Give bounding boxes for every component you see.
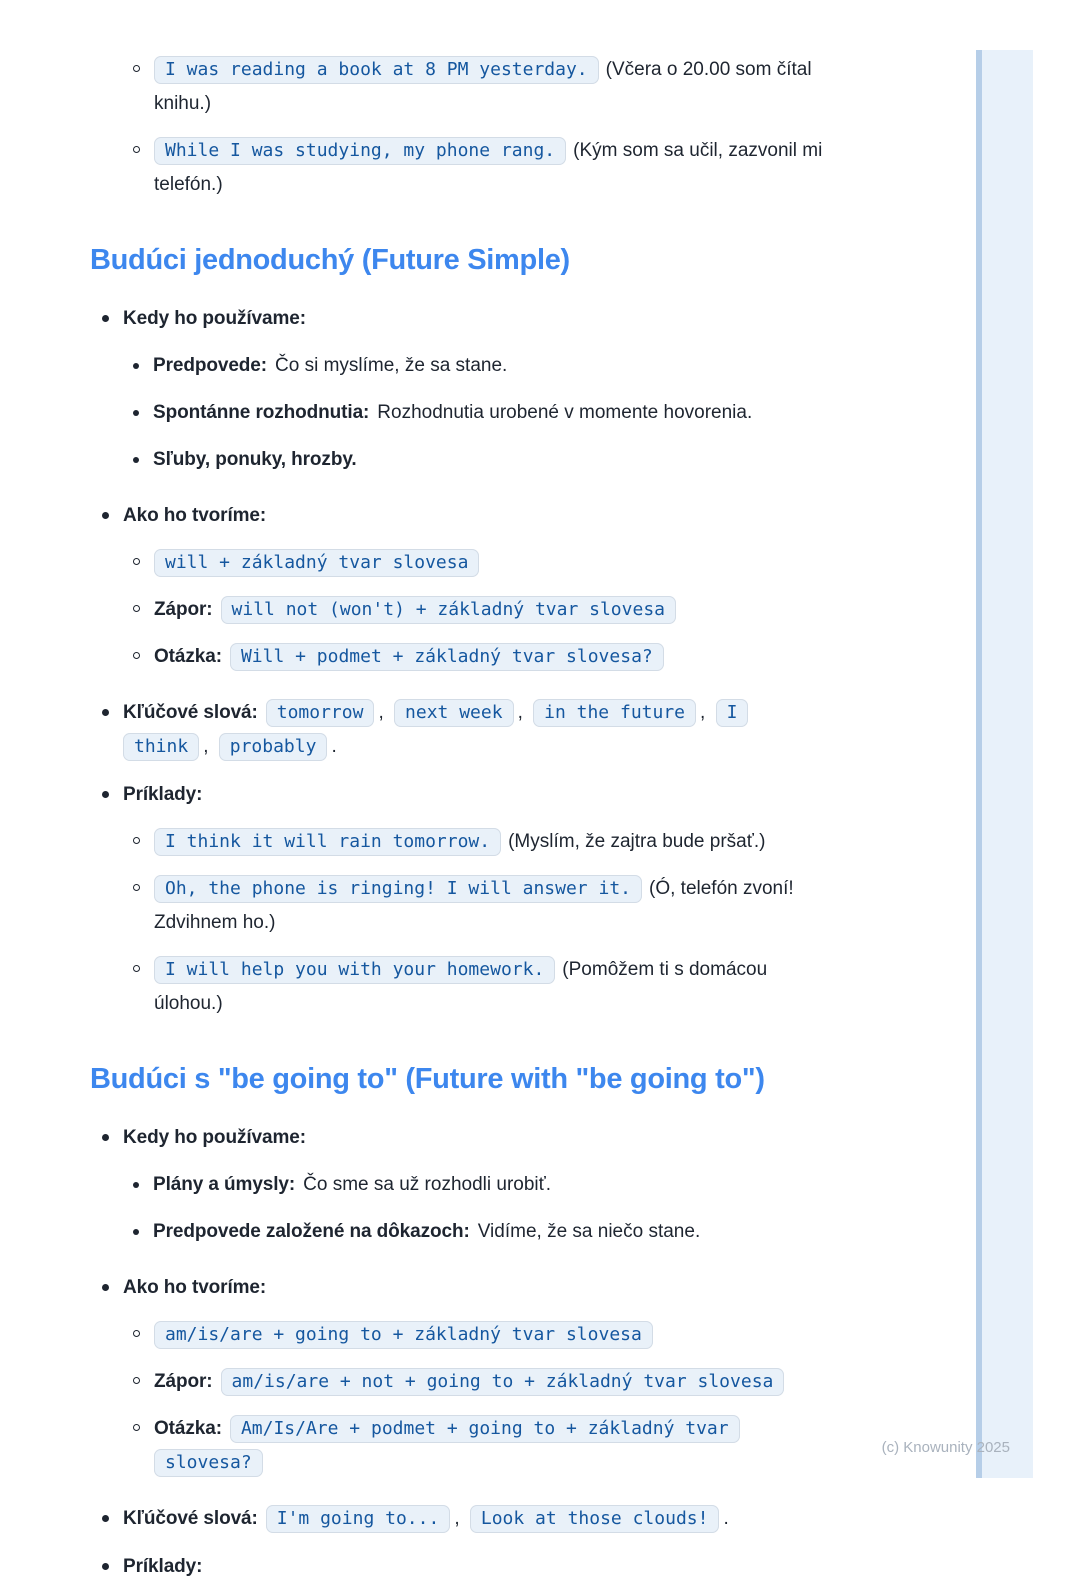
usage-label: Kedy ho používame: xyxy=(123,1127,306,1148)
list-item-example xyxy=(133,53,1080,121)
separator: , xyxy=(454,1508,460,1529)
list-item-formula xyxy=(133,640,1080,674)
translation-text: (Pomôžem ti s domácou úlohou.) xyxy=(154,959,768,1014)
list-item-example xyxy=(133,134,1080,202)
code-chip: probably xyxy=(219,733,328,761)
item-label: Otázka: xyxy=(154,1418,222,1439)
code-chip: I think it will rain tomorrow. xyxy=(154,828,501,856)
item-label: Spontánne rozhodnutia: xyxy=(153,402,370,423)
bullet-icon xyxy=(102,1563,109,1570)
list-item-formula xyxy=(133,546,1080,580)
item-label: Otázka: xyxy=(154,646,222,667)
list-item-usage-header xyxy=(102,1121,1080,1155)
examples-label: Príklady: xyxy=(123,784,203,805)
separator: , xyxy=(517,702,523,723)
list-item-example xyxy=(133,872,1080,940)
code-chip: am/is/are + going to + základný tvar slovesa xyxy=(154,1321,653,1349)
list-item-example xyxy=(133,953,1080,1021)
separator: , xyxy=(203,736,209,757)
bullet-icon xyxy=(102,512,109,519)
code-chip: I think xyxy=(123,699,748,761)
list-item-examples-header xyxy=(102,1550,1080,1584)
list-item xyxy=(133,349,1080,383)
section-title-future-simple: Budúci jednoduchý (Future Simple) xyxy=(90,244,570,276)
examples-label: Príklady: xyxy=(123,1556,203,1577)
code-chip: I was reading a book at 8 PM yesterday. xyxy=(154,56,599,84)
separator: . xyxy=(331,736,337,757)
code-chip: Oh, the phone is ringing! I will answer it. xyxy=(154,875,642,903)
circle-bullet-icon xyxy=(133,652,140,659)
bullet-icon xyxy=(102,791,109,798)
translation-text: (Kým som sa učil, zazvonil mi telefón.) xyxy=(154,140,823,195)
bullet-icon xyxy=(133,410,139,416)
translation-text: (Myslím, že zajtra bude pršať.) xyxy=(508,831,766,852)
code-chip: I will help you with your homework. xyxy=(154,956,555,984)
circle-bullet-icon xyxy=(133,146,140,153)
item-label: Predpovede založené na dôkazoch: xyxy=(153,1221,470,1242)
item-text: Vidíme, že sa niečo stane. xyxy=(477,1221,701,1242)
circle-bullet-icon xyxy=(133,65,140,72)
circle-bullet-icon xyxy=(133,1377,140,1384)
list-item xyxy=(133,396,1080,430)
code-chip: next week xyxy=(394,699,514,727)
code-chip: Am/Is/Are + podmet + going to + základný tvar slovesa? xyxy=(154,1415,740,1477)
item-label: Zápor: xyxy=(154,1371,213,1392)
list-item-form-header xyxy=(102,1271,1080,1305)
item-label: Plány a úmysly: xyxy=(153,1174,296,1195)
circle-bullet-icon xyxy=(133,884,140,891)
list-item-formula xyxy=(133,1318,1080,1352)
translation-text: (Včera o 20.00 som čítal knihu.) xyxy=(154,59,812,114)
bullet-icon xyxy=(102,709,109,716)
item-text: Rozhodnutia urobené v momente hovorenia. xyxy=(377,402,753,423)
list-item-examples-header xyxy=(102,778,1080,812)
list-item xyxy=(133,1168,1080,1202)
form-label: Ako ho tvoríme: xyxy=(123,1277,267,1298)
circle-bullet-icon xyxy=(133,1424,140,1431)
list-item xyxy=(133,443,1080,477)
circle-bullet-icon xyxy=(133,605,140,612)
item-label: Zápor: xyxy=(154,599,213,620)
circle-bullet-icon xyxy=(133,1330,140,1337)
circle-bullet-icon xyxy=(133,837,140,844)
list-item-usage-header xyxy=(102,302,1080,336)
code-chip: will not (won't) + základný tvar slovesa xyxy=(221,596,676,624)
bullet-icon xyxy=(102,1284,109,1291)
bullet-icon xyxy=(102,315,109,322)
list-item-keywords xyxy=(102,696,1080,764)
list-item-formula xyxy=(133,1365,1080,1399)
bullet-icon xyxy=(133,457,139,463)
list-item-keywords xyxy=(102,1502,1080,1536)
code-chip: Will + podmet + základný tvar slovesa? xyxy=(230,643,664,671)
separator: , xyxy=(378,702,384,723)
copyright-text: (c) Knowunity 2025 xyxy=(881,1439,1010,1456)
section-title-be-going-to: Budúci s "be going to" (Future with "be going to") xyxy=(90,1063,765,1095)
item-label: Sľuby, ponuky, hrozby. xyxy=(153,449,357,470)
item-text: Čo si myslíme, že sa stane. xyxy=(275,355,508,376)
translation-text: (Ó, telefón zvoní! Zdvihnem ho.) xyxy=(154,878,794,933)
form-label: Ako ho tvoríme: xyxy=(123,505,267,526)
bullet-icon xyxy=(133,1229,139,1235)
code-chip: I'm going to... xyxy=(266,1505,451,1533)
code-chip: tomorrow xyxy=(266,699,375,727)
item-label: Predpovede: xyxy=(153,355,267,376)
bullet-icon xyxy=(133,363,139,369)
code-chip: Look at those clouds! xyxy=(470,1505,720,1533)
code-chip: While I was studying, my phone rang. xyxy=(154,137,566,165)
code-chip: am/is/are + not + going to + základný tvar slovesa xyxy=(221,1368,785,1396)
keywords-label: Kľúčové slová: xyxy=(123,702,258,723)
circle-bullet-icon xyxy=(133,965,140,972)
separator: . xyxy=(723,1508,729,1529)
usage-label: Kedy ho používame: xyxy=(123,308,306,329)
code-chip: in the future xyxy=(533,699,696,727)
list-item-form-header xyxy=(102,499,1080,533)
code-chip: will + základný tvar slovesa xyxy=(154,549,479,577)
circle-bullet-icon xyxy=(133,558,140,565)
list-item xyxy=(133,1215,1080,1249)
keywords-label: Kľúčové slová: xyxy=(123,1508,258,1529)
bullet-icon xyxy=(133,1182,139,1188)
list-item-example xyxy=(133,825,1080,859)
bullet-icon xyxy=(102,1515,109,1522)
list-item-formula xyxy=(133,593,1080,627)
item-text: Čo sme sa už rozhodli urobiť. xyxy=(303,1174,552,1195)
bullet-icon xyxy=(102,1134,109,1141)
separator: , xyxy=(700,702,706,723)
